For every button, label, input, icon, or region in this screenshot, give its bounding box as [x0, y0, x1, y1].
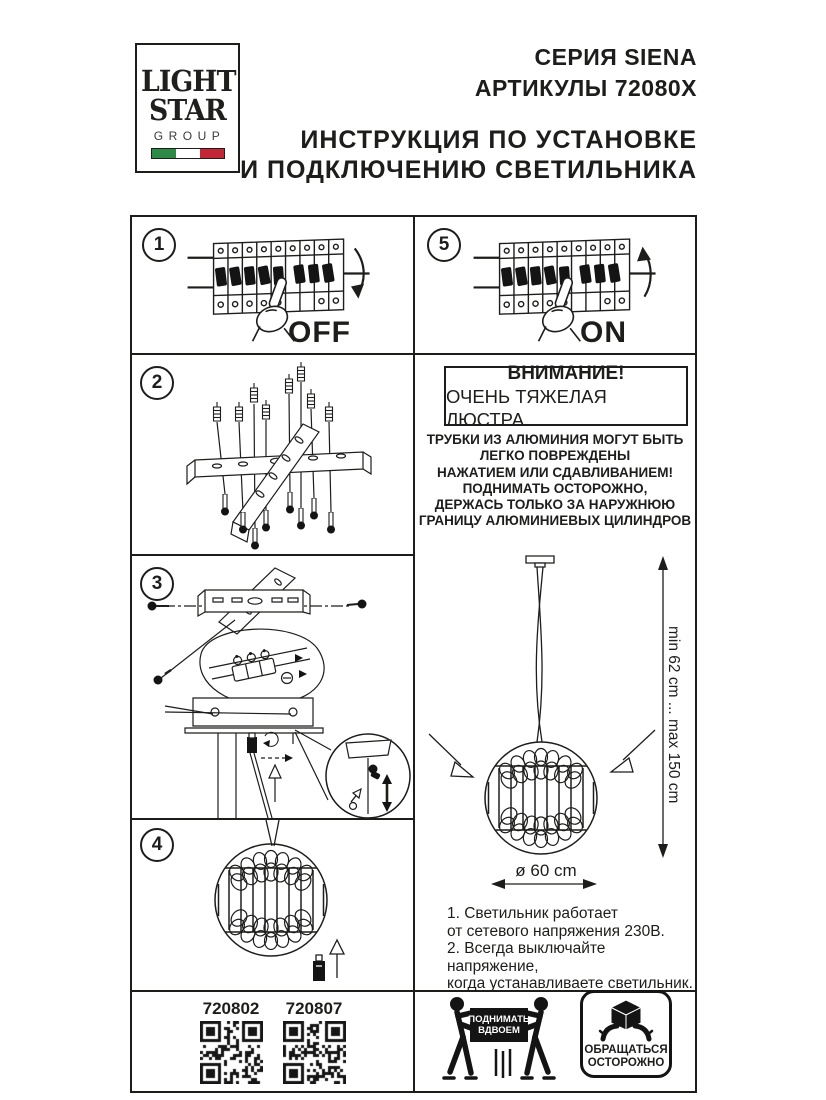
note-line: 1. Светильник работает	[447, 905, 618, 922]
article-code-left: 720802	[202, 999, 260, 1018]
hands-cube-icon	[596, 997, 656, 1043]
on-label: ON	[580, 316, 627, 349]
warning-text-line: ТРУБКИ ИЗ АЛЮМИНИЯ МОГУТ БЫТЬ	[426, 432, 684, 447]
handle-with-care-icon	[580, 990, 672, 1078]
care-label-line1: ОБРАЩАТЬСЯ	[584, 1044, 668, 1056]
articles-title: АРТИКУЛЫ 72080X	[474, 75, 697, 101]
curved-arrow-up-icon	[637, 247, 651, 297]
step-circle-1	[142, 228, 176, 262]
grid-hdivider-row2-left	[132, 554, 413, 556]
off-label: OFF	[288, 316, 351, 349]
diameter-label: ø 60 cm	[515, 861, 577, 880]
warning-text-line: НАЖАТИЕМ ИЛИ СДАВЛИВАНИЕМ!	[437, 464, 673, 480]
series-title: СЕРИЯ SIENA	[534, 44, 697, 70]
warning-text	[416, 432, 694, 530]
note-line: когда устанавливаете светильник.	[447, 975, 693, 993]
ceiling-mount-icon	[526, 556, 554, 563]
logo-word-group: GROUP	[153, 129, 226, 143]
lift-sign-line: ВДВОЕМ	[478, 1025, 520, 1036]
sphere-shade-icon	[485, 742, 597, 854]
logo-word-light: LIGHT	[141, 64, 236, 98]
step-number: 3	[151, 573, 163, 594]
warning-text-line: ПОДНИМАТЬ ОСТОРОЖНО,	[462, 480, 648, 496]
note-line: от сетевого напряжения 230В.	[447, 922, 665, 940]
mounting-bracket-illustration	[165, 362, 395, 552]
doc-title-line2: И ПОДКЛЮЧЕНИЮ СВЕТИЛЬНИКА	[240, 156, 697, 184]
lightstar-logo	[135, 43, 240, 173]
hold-here-arrow-left	[451, 762, 473, 777]
grid-hdivider-row1	[132, 353, 695, 355]
chandelier-hang-illustration	[145, 820, 405, 988]
lift-sign-line: ПОДНИМАТЬ	[468, 1013, 530, 1025]
breaker-panel-on-illustration	[468, 226, 663, 347]
qr-code-right	[283, 1021, 346, 1084]
assembly-diagram-illustration	[135, 562, 415, 818]
qr-code-left	[200, 1021, 263, 1084]
step-number: 1	[153, 234, 165, 255]
warning-text-line: ЛЕГКО ПОВРЕЖДЕНЫ	[479, 448, 631, 464]
warning-text-line: ГРАНИЦУ АЛЮМИНИЕВЫХ ЦИЛИНДРОВ	[418, 513, 692, 529]
logo-word-star: STAR	[149, 93, 226, 127]
step-number: 2	[151, 372, 163, 393]
screw-icon	[221, 494, 229, 516]
step-number: 4	[151, 834, 163, 855]
sphere-shade-icon	[215, 844, 327, 956]
italian-flag-stripe	[151, 148, 225, 159]
warning-title: ВНИМАНИЕ!	[507, 362, 625, 384]
pendant-dimension-diagram	[425, 550, 680, 895]
hold-here-arrow-right	[611, 758, 633, 772]
step-circle-5	[427, 228, 461, 262]
warning-subtitle: ОЧЕНЬ ТЯЖЕЛАЯ ЛЮСТРА	[446, 385, 607, 430]
height-range-label: min 62 cm ... max 150 cm	[665, 626, 682, 804]
notes	[447, 905, 697, 993]
lift-sign	[470, 1008, 528, 1042]
note-line: 2. Всегда выключайте напряжение,	[447, 940, 606, 975]
step-number: 5	[438, 234, 450, 255]
wall-anchor-icon	[214, 402, 221, 421]
warning-text-line: ДЕРЖАСЬ ТОЛЬКО ЗА НАРУЖНЮЮ	[434, 497, 676, 513]
article-code-right: 720807	[285, 999, 343, 1018]
care-label-line2: ОСТОРОЖНО	[587, 1056, 665, 1069]
doc-title-line1: ИНСТРУКЦИЯ ПО УСТАНОВКЕ	[300, 126, 697, 154]
warning-box	[444, 362, 688, 430]
